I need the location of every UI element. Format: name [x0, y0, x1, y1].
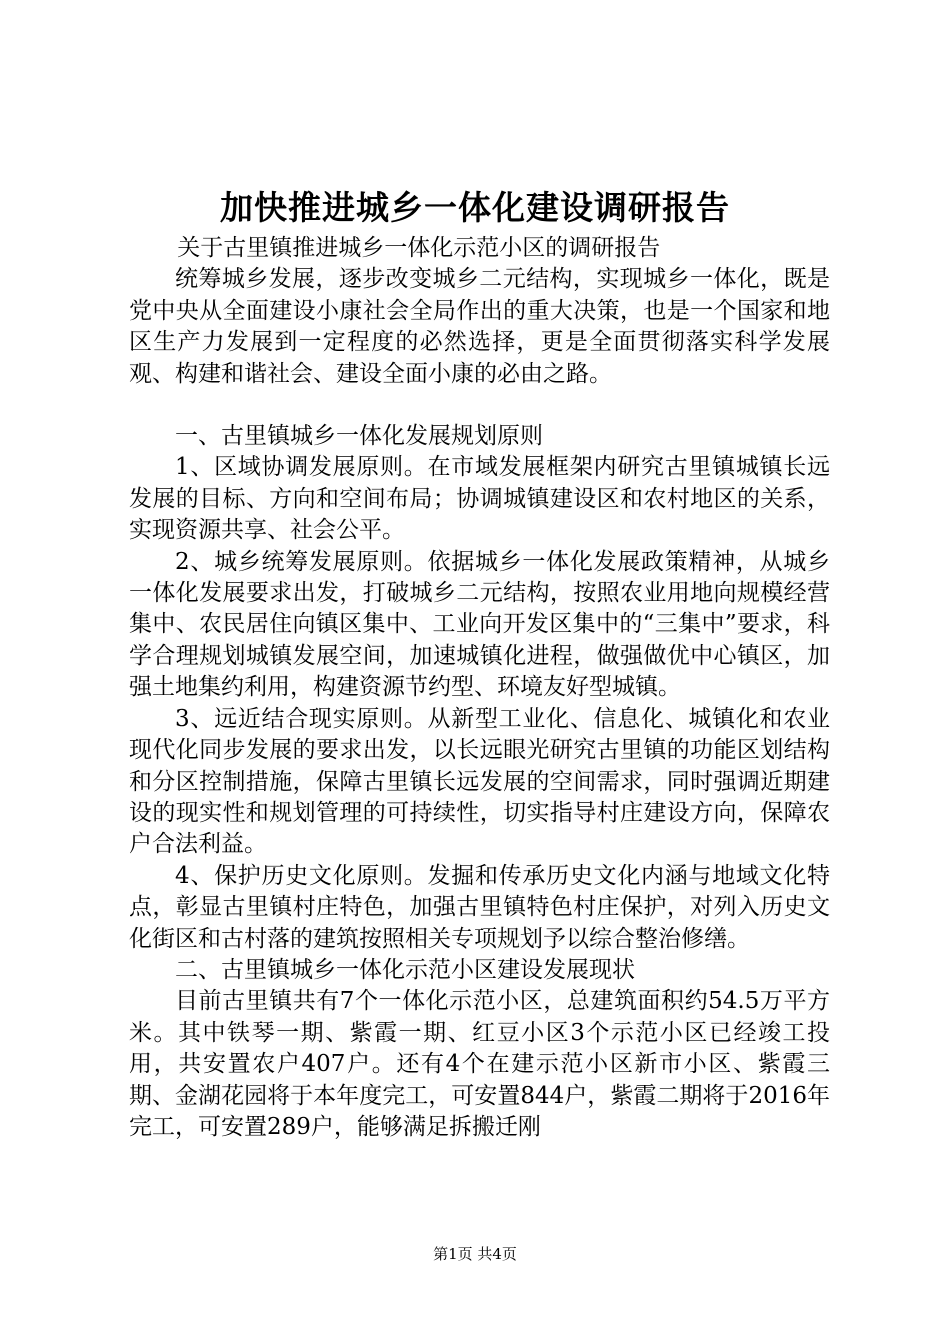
principle-3-paragraph: 3、远近结合现实原则。从新型工业化、信息化、城镇化和农业现代化同步发展的要求出发，以长远眼光研究古里镇的功能区划结构和分区控制措施，保障古里镇长远发展的空间需求，同时强调近期建设的现实性和规划管理的可持续性，切实指导村庄建设方向，保障农户合法利益。	[129, 705, 830, 858]
document-title: 加快推进城乡一体化建设调研报告	[220, 188, 730, 227]
section-heading-2: 二、古里镇城乡一体化示范小区建设发展现状	[175, 956, 635, 983]
status-paragraph: 目前古里镇共有7个一体化示范小区，总建筑面积约54.5万平方米。其中铁琴一期、紫霞一期、红豆小区3个示范小区已经竣工投用，共安置农户407户。还有4个在建示范小区新市小区、紫霞三期、金湖花园将于本年度完工，可安置844户，紫霞二期将于2016年完工，可安置289户，能够满足拆搬迁刚	[129, 988, 830, 1140]
principle-4-paragraph: 4、保护历史文化原则。发掘和传承历史文化内涵与地域文化特点，彰显古里镇村庄特色，加强古里镇特色村庄保护，对列入历史文化街区和古村落的建筑按照相关专项规划予以综合整治修缮。	[129, 862, 830, 952]
document-body	[129, 233, 830, 1143]
principle-1-paragraph: 1、区域协调发展原则。在市域发展框架内研究古里镇城镇长远发展的目标、方向和空间布局；协调城镇建设区和农村地区的关系，实现资源共享、社会公平。	[129, 454, 830, 544]
principle-2-paragraph: 2、城乡统筹发展原则。依据城乡一体化发展政策精神，从城乡一体化发展要求出发，打破城乡二元结构，按照农业用地向规模经营集中、农民居住向镇区集中、工业向开发区集中的“三集中”要求，科学合理规划城镇发展空间，加速城镇化进程，做强做优中心镇区，加强土地集约利用，构建资源节约型、环境友好型城镇。	[129, 548, 830, 701]
page-number-footer: 第1页 共4页	[433, 1245, 517, 1263]
section-heading-1: 一、古里镇城乡一体化发展规划原则	[175, 423, 543, 450]
intro-paragraph: 统筹城乡发展，逐步改变城乡二元结构，实现城乡一体化，既是党中央从全面建设小康社会全局作出的重大决策，也是一个国家和地区生产力发展到一定程度的必然选择，更是全面贯彻落实科学发展观、构建和谐社会、建设全面小康的必由之路。	[129, 266, 830, 387]
report-subtitle: 关于古里镇推进城乡一体化示范小区的调研报告	[177, 235, 661, 261]
